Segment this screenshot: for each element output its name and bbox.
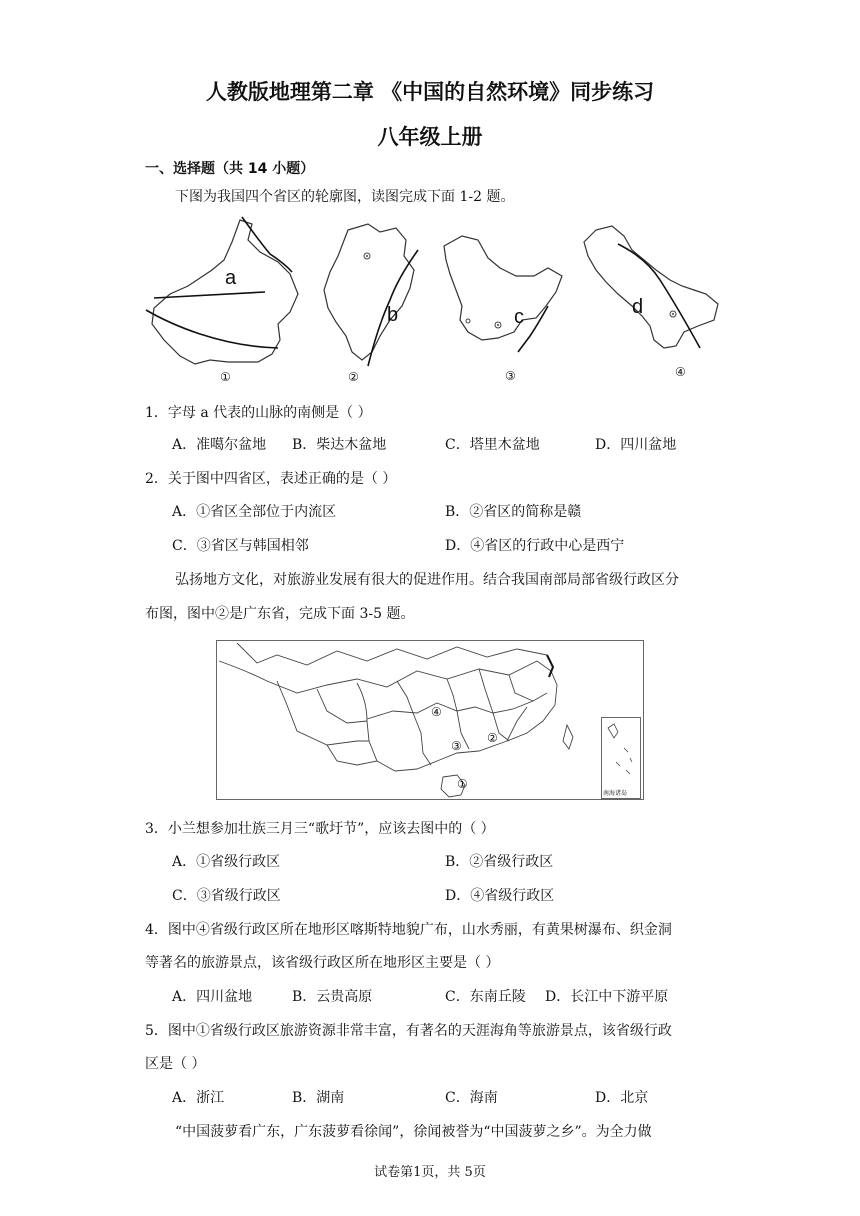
map-boundaries <box>217 641 643 799</box>
q4-option-d[interactable]: D．长江中下游平原 <box>545 989 669 1005</box>
question-2-stem: 2．关于图中四省区，表述正确的是（ ） <box>145 471 397 487</box>
q1-option-c[interactable]: C．塔里木盆地 <box>445 437 540 453</box>
label-b: b <box>387 304 399 326</box>
q2-option-c[interactable]: C．③省区与韩国相邻 <box>172 538 309 554</box>
question-5-line1: 5．图中①省级行政区旅游资源非常丰富，有著名的天涯海角等旅游景点，该省级行政 <box>145 1023 672 1039</box>
southern-china-map <box>216 640 644 800</box>
number-1: ① <box>220 370 231 384</box>
label-c: c <box>514 306 524 328</box>
q5-option-c[interactable]: C．海南 <box>445 1090 498 1106</box>
province-outline-4 <box>578 222 728 362</box>
south-china-sea-inset <box>601 717 641 799</box>
q1-option-a[interactable]: A．准噶尔盆地 <box>172 437 267 453</box>
province-outline-1 <box>140 212 310 387</box>
inset-islands <box>602 718 640 788</box>
map-marker-1: ① <box>457 777 468 791</box>
q5-option-d[interactable]: D．北京 <box>595 1090 649 1106</box>
label-a: a <box>225 267 237 289</box>
intro-text-1: 下图为我国四个省区的轮廓图，读图完成下面 1-2 题。 <box>175 189 515 205</box>
page-title: 人教版地理第二章 《中国的自然环境》同步练习 <box>205 80 655 104</box>
question-4-line1: 4．图中④省级行政区所在地形区喀斯特地貌广布，山水秀丽，有黄果树瀑布、织金洞 <box>145 922 672 938</box>
q1-option-d[interactable]: D．四川盆地 <box>595 437 677 453</box>
q2-option-d[interactable]: D．④省区的行政中心是西宁 <box>445 538 625 554</box>
q3-option-c[interactable]: C．③省级行政区 <box>172 888 281 904</box>
question-1-stem: 1．字母 a 代表的山脉的南侧是（ ） <box>145 405 372 421</box>
province-outline-3 <box>438 228 578 358</box>
q3-option-b[interactable]: B．②省级行政区 <box>445 854 554 870</box>
q2-option-b[interactable]: B．②省区的简称是赣 <box>445 504 582 520</box>
section-heading: 一、选择题（共 14 小题） <box>145 161 315 177</box>
page-subtitle: 八年级上册 <box>377 125 483 149</box>
map-marker-3: ③ <box>451 739 462 753</box>
question-3-stem: 3．小兰想参加壮族三月三“歌圩节”，应该去图中的（ ） <box>145 821 495 837</box>
q1-option-b[interactable]: B．柴达木盆地 <box>292 437 387 453</box>
q3-option-d[interactable]: D．④省级行政区 <box>445 888 555 904</box>
page-footer: 试卷第1页，共 5页 <box>374 1165 486 1180</box>
q2-option-a[interactable]: A．①省区全部位于内流区 <box>172 504 337 520</box>
q3-option-a[interactable]: A．①省级行政区 <box>172 854 281 870</box>
q5-option-b[interactable]: B．湖南 <box>292 1090 345 1106</box>
number-2: ② <box>348 370 359 384</box>
intro-text-2-line2: 布图，图中②是广东省，完成下面 3-5 题。 <box>145 606 415 622</box>
intro-text-2-line1: 弘扬地方文化，对旅游业发展有很大的促进作用。结合我国南部局部省级行政区分 <box>175 572 679 588</box>
map-marker-4: ④ <box>431 705 442 719</box>
label-d: d <box>632 296 644 318</box>
province-outline-2 <box>318 218 428 378</box>
map-marker-2: ② <box>487 731 498 745</box>
number-3: ③ <box>505 369 516 383</box>
question-5-line2: 区是（ ） <box>145 1056 206 1072</box>
q4-option-c[interactable]: C．东南丘陵 <box>445 989 526 1005</box>
number-4: ④ <box>675 365 686 379</box>
inset-label: 南海诸岛 <box>603 790 628 797</box>
q4-option-a[interactable]: A．四川盆地 <box>172 989 253 1005</box>
question-4-line2: 等著名的旅游景点，该省级行政区所在地形区主要是（ ） <box>145 955 500 971</box>
intro-text-3: “中国菠萝看广东，广东菠萝看徐闻”，徐闻被誉为“中国菠萝之乡”。为全力做 <box>175 1124 652 1140</box>
q4-option-b[interactable]: B．云贵高原 <box>292 989 373 1005</box>
q5-option-a[interactable]: A．浙江 <box>172 1090 225 1106</box>
